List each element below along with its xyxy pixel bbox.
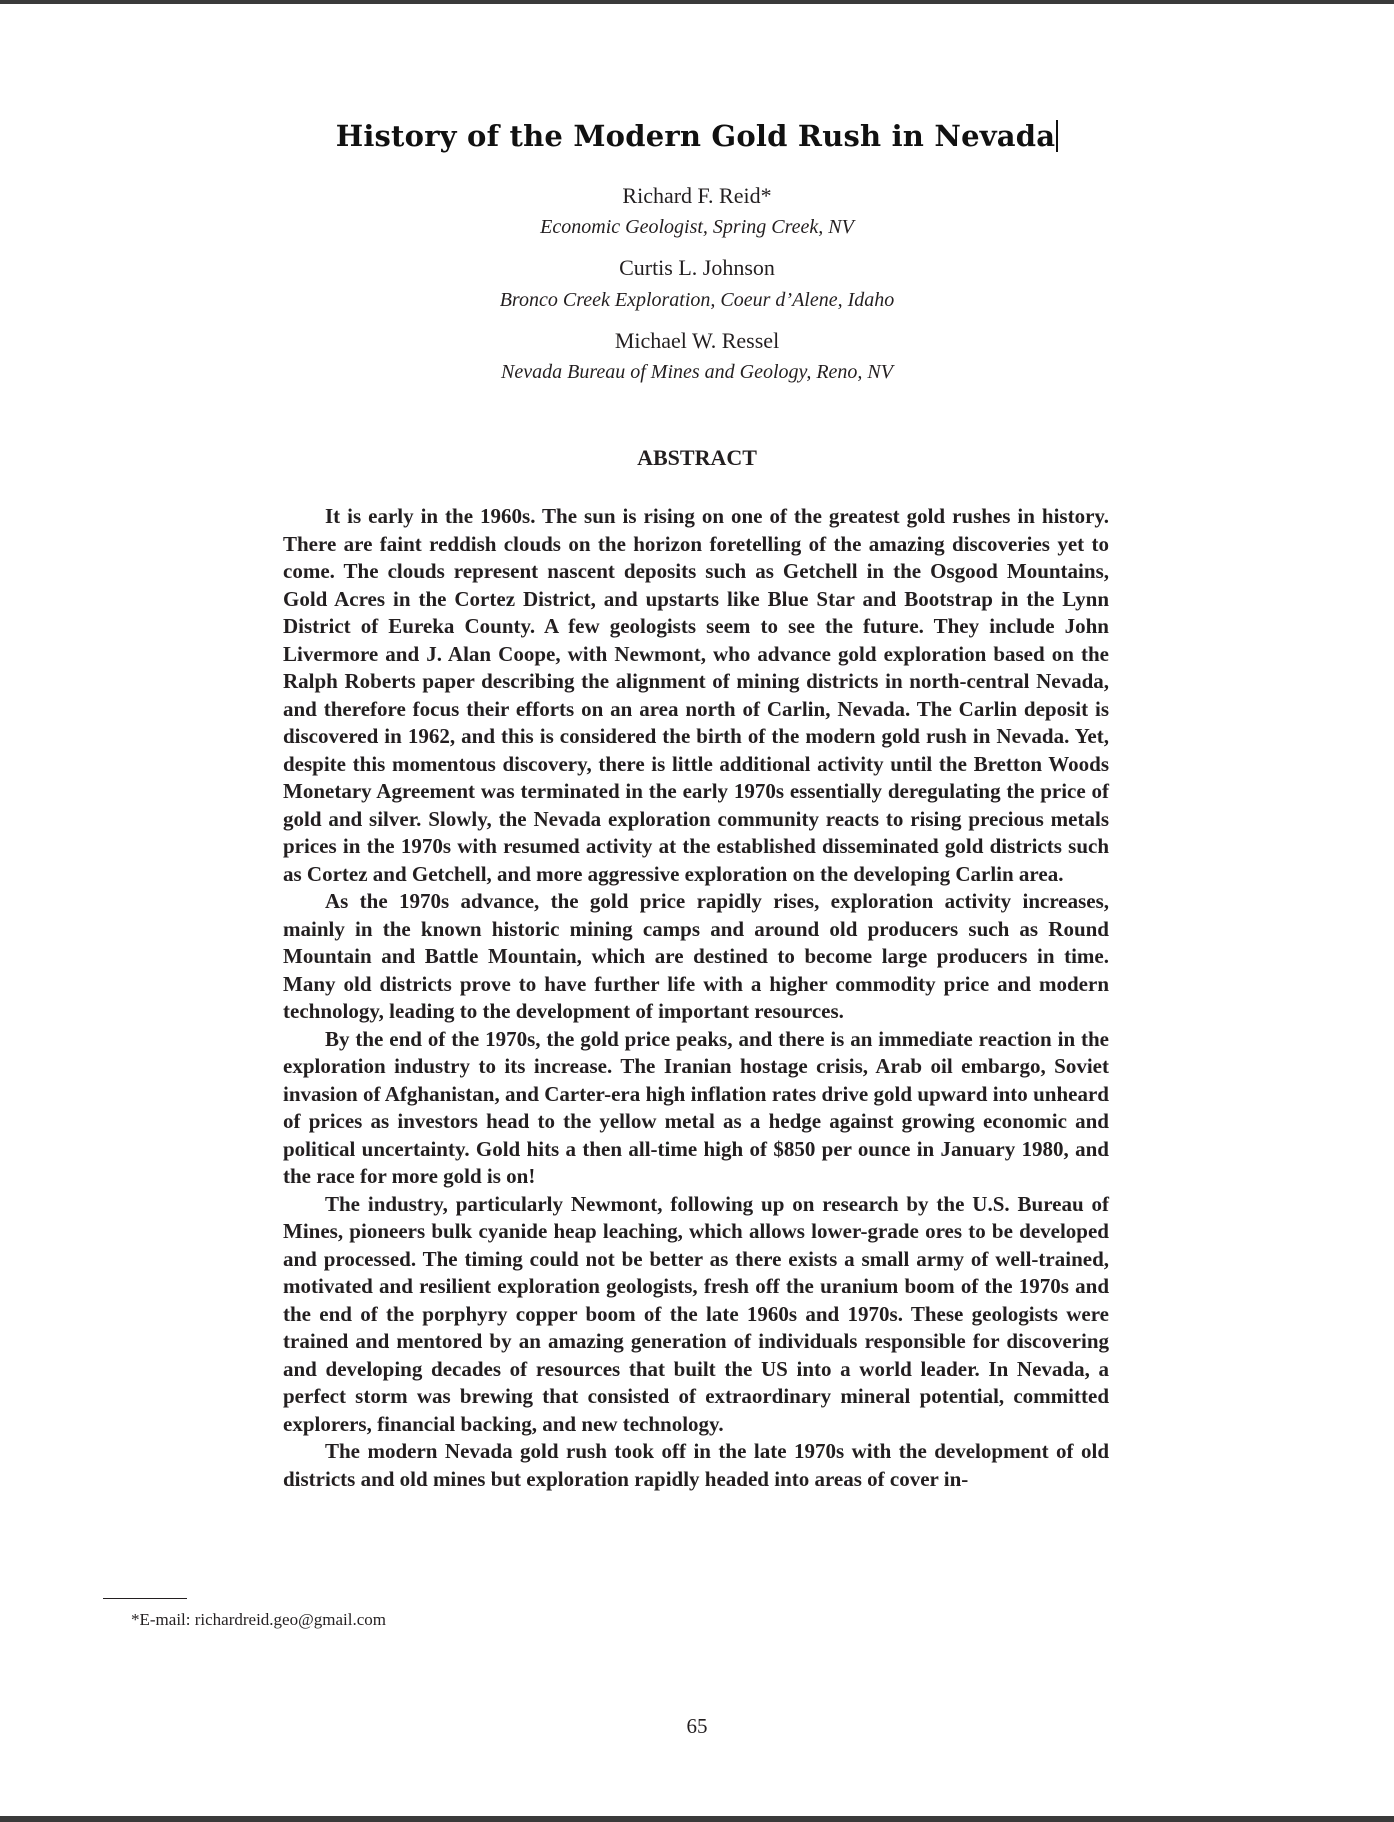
window-bottom-border (0, 1816, 1394, 1822)
abstract-paragraph: It is early in the 1960s. The sun is rising on one of the greatest gold rushes in history. There are faint reddish clouds on the horizon foretelling of the amazing discoveries yet to come. The clouds represent nascent deposits such as Getchell in the Osgood Mountains, Gold Acres in the Cortez District, and upstarts like Blue Star and Bootstrap in the Lynn District of Eureka County. A few geologists seem to see the future. They include John Livermore and J. Alan Coope, with Newmont, who advance gold exploration based on the Ralph Roberts paper describing the alignment of mining districts in north-central Nevada, and therefore focus their efforts on an area north of Carlin, Nevada. The Carlin deposit is discovered in 1962, and this is considered the birth of the modern gold rush in Nevada. Yet, despite this momentous discovery, there is little additional activity until the Bretton Woods Monetary Agreement was terminated in the early 1970s essentially deregulating the price of gold and silver. Slowly, the Nevada exploration community reacts to rising precious metals prices in the 1970s with resumed activity at the established disseminated gold districts such as Cortez and Getchell, and more aggressive exploration on the developing Carlin area. (283, 504, 1109, 886)
abstract-paragraph: The modern Nevada gold rush took off in the late 1970s with the development of old districts and old mines but exploration rapidly headed into areas of cover in- (283, 1439, 1109, 1491)
abstract-paragraph: As the 1970s advance, the gold price rapidly rises, exploration activity increases, mainly in the known historic mining camps and around old producers such as Round Mountain and Battle Mountain, which are destined to become large producers in time. Many old districts prove to have further life with a higher commodity price and modern technology, leading to the development of important resources. (283, 889, 1109, 1023)
author-affiliation-1: Economic Geologist, Spring Creek, NV (540, 216, 854, 238)
abstract-heading: ABSTRACT (637, 445, 757, 470)
abstract-body (283, 503, 1109, 1493)
page-number: 65 (686, 1714, 708, 1738)
author-name-3: Michael W. Ressel (614, 328, 780, 353)
window-top-border (0, 0, 1394, 4)
abstract-paragraph: By the end of the 1970s, the gold price peaks, and there is an immediate reaction in the exploration industry to its increase. The Iranian hostage crisis, Arab oil embargo, Soviet invasion of Afghanistan, and Carter-era high inflation rates drive gold upward into unheard of prices as investors head to the yellow metal as a hedge against growing economic and political uncertainty. Gold hits a then all-time high of $850 per ounce in January 1980, and the race for more gold is on! (283, 1026, 1109, 1188)
author-affiliation-2: Bronco Creek Exploration, Coeur d’Alene, Idaho (499, 289, 895, 311)
text-cursor (1056, 120, 1058, 152)
footnote-email: *E-mail: richardreid.geo@gmail.com (131, 1610, 386, 1629)
paper-title (0, 116, 1394, 156)
author-name-2: Curtis L. Johnson (619, 255, 775, 280)
footnote-divider (103, 1598, 187, 1599)
paper-title-text: History of the Modern Gold Rush in Nevada (335, 119, 1056, 153)
abstract-paragraph: The industry, particularly Newmont, following up on research by the U.S. Bureau of Mines, pioneers bulk cyanide heap leaching, which allows lower-grade ores to be developed and processed. The timing could not be better as there exists a small army of well-trained, motivated and resilient exploration geologists, fresh off the uranium boom of the 1970s and the end of the porphyry copper boom of the late 1960s and 1970s. These geologists were trained and mentored by an amazing generation of individuals responsible for discovering and developing decades of resources that built the US into a world leader. In Nevada, a perfect storm was brewing that consisted of extraordinary mineral potential, committed explorers, financial backing, and new technology. (283, 1191, 1109, 1436)
author-name-1: Richard F. Reid* (622, 183, 772, 208)
author-affiliation-3: Nevada Bureau of Mines and Geology, Reno, NV (501, 361, 893, 383)
